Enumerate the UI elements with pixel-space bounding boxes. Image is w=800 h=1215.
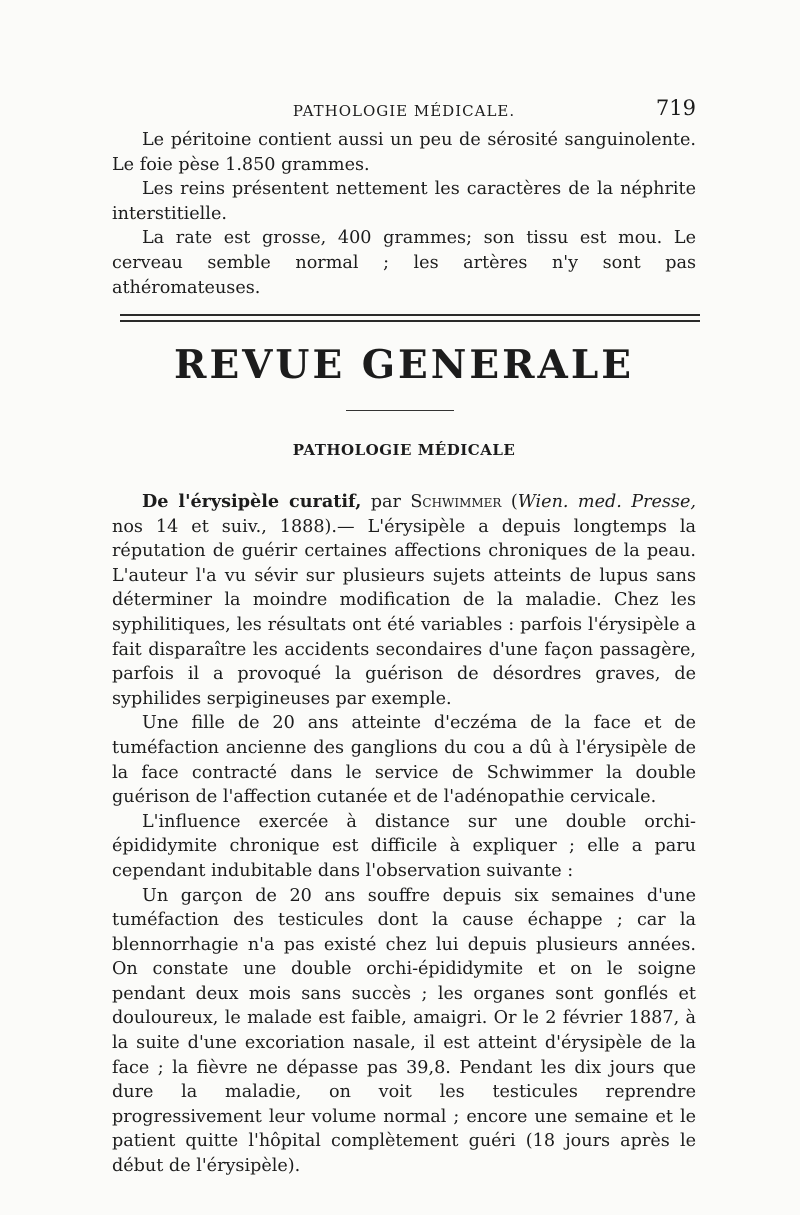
article-by: par bbox=[361, 492, 411, 512]
autopsy-text bbox=[112, 128, 696, 300]
paragraph-observation: Un garçon de 20 ans souffre depuis six semaines d'une tuméfaction des testicules dont la cause échappe ; car la blennorrhagie n'a pas existé chez lui depuis plusieurs années. On constate une double orchi-épididymite et on le soigne pendant deux mois sans succès ; les organes sont gonflés et douloureux, le malade est faible, amaigri. Or le 2 février 1887, à la suite d'une excoriation nasale, il est atteint d'érysipèle de la face ; la fièvre ne dépasse pas 39,8. Pendant les dix jours que dure la maladie, on voit les testicules reprendre progressivement leur volume normal ; encore une semaine et le patient quitte l'hôpital complètement guéri (18 jours après le début de l'érysipèle). bbox=[112, 885, 696, 1177]
paragraph-peritoine: Le péritoine contient aussi un peu de sérosité sanguinolente. Le foie pèse 1.850 grammes. bbox=[112, 130, 696, 175]
journal-name: Wien. med. Presse, bbox=[517, 492, 696, 512]
subsection-title: PATHOLOGIE MÉDICALE bbox=[292, 441, 516, 459]
running-title: PATHOLOGIE MÉDICALE. bbox=[292, 102, 516, 120]
citation-rest: nos 14 et suiv., 1888). bbox=[112, 516, 338, 537]
review-text bbox=[112, 490, 696, 1179]
citation-open: ( bbox=[501, 492, 518, 512]
paragraph-orchi-intro: L'influence exercée à distance sur une double orchi-épididymite chronique est difficile à expliquer ; elle a paru cependant indubitable dans l'observation suivante : bbox=[112, 811, 696, 881]
article-title: De l'érysipèle curatif, bbox=[142, 491, 362, 512]
article-author: Schwimmer bbox=[410, 492, 502, 512]
article-paragraph bbox=[112, 490, 696, 711]
article-body: — L'érysipèle a depuis longtemps la réputation de guérir certaines affections chroniques de la peau. L'auteur l'a vu sévir sur plusieurs sujets atteints de lupus sans déterminer la moindre modification de la maladie. Chez les syphilitiques, les résultats ont été variables : parfois l'érysipèle a fait disparaître les accidents secondaires d'une façon passagère, parfois il a provoqué la guérison de désordres graves, de syphilides serpigineuses par exemple. bbox=[112, 516, 696, 709]
page-number: 719 bbox=[655, 96, 696, 120]
paragraph-rate: La rate est grosse, 400 grammes; son tissu est mou. Le cerveau semble normal ; les artères n'y sont pas athéromateuses. bbox=[112, 228, 696, 298]
paragraph-reins: Les reins présentent nettement les caractères de la néphrite interstitielle. bbox=[112, 179, 696, 224]
double-rule-bottom bbox=[120, 320, 700, 322]
paragraph-eczema-case: Une fille de 20 ans atteinte d'eczéma de la face et de tuméfaction ancienne des ganglions du cou a dû à l'érysipèle de la face contracté dans le service de Schwimmer la double guérison de l'affection cutanée et de l'adénopathie cervicale. bbox=[112, 713, 696, 808]
short-divider bbox=[346, 410, 454, 411]
double-rule-top bbox=[120, 314, 700, 316]
running-head bbox=[112, 96, 696, 126]
section-title: REVUE GENERALE bbox=[174, 342, 634, 388]
